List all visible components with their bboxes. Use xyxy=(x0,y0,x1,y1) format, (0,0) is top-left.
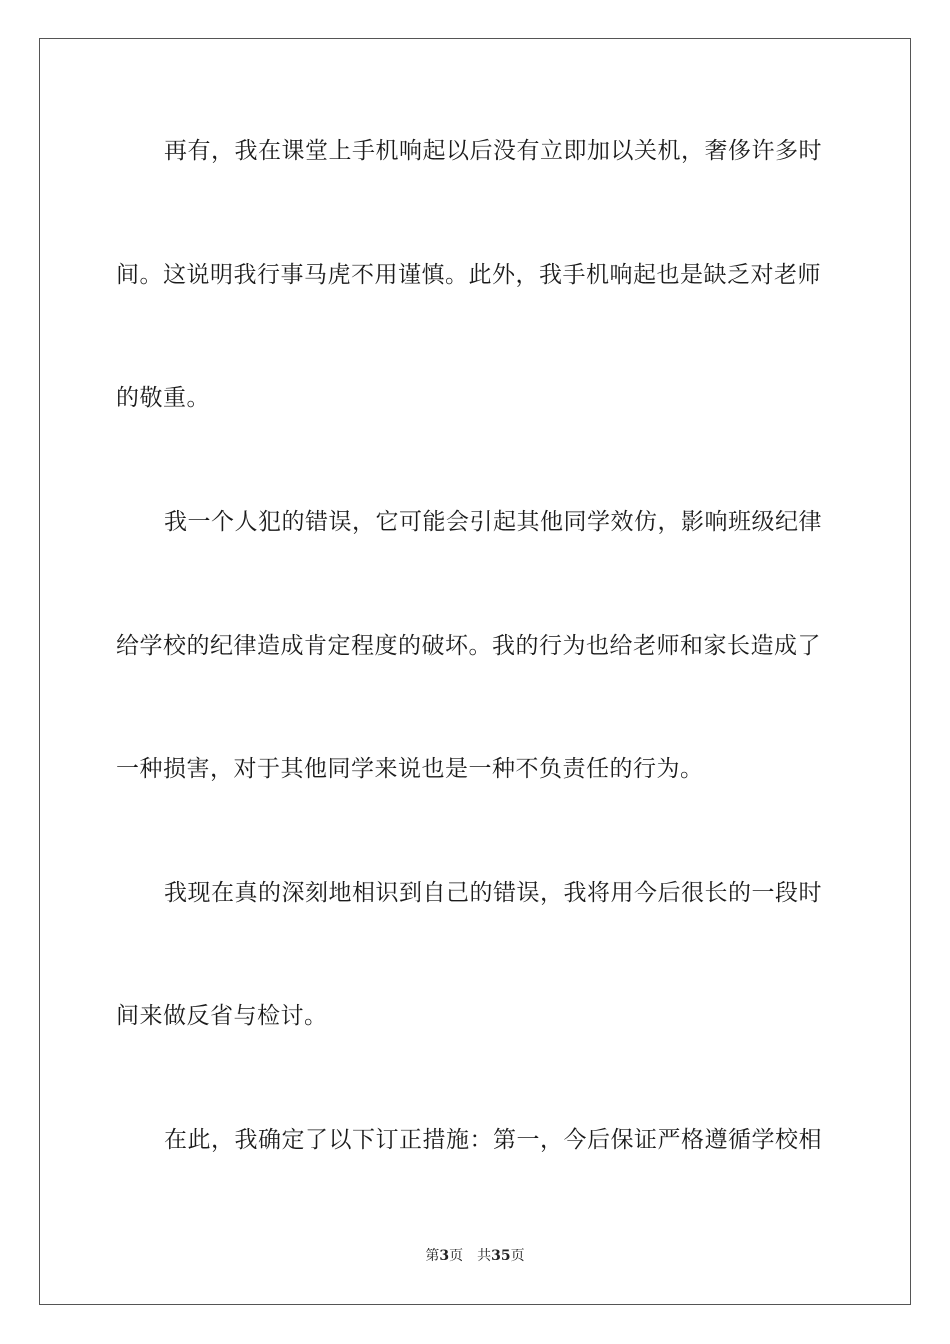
total-prefix: 共 xyxy=(477,1248,492,1264)
paragraph-4-line-1: 在此，我确定了以下订正措施：第一，今后保证严格遵循学校相 xyxy=(164,1127,822,1153)
page-footer xyxy=(0,1246,950,1266)
paragraph-3-line-1: 我现在真的深刻地相识到自己的错误，我将用今后很长的一段时 xyxy=(164,880,822,906)
paragraph-2-line-1: 我一个人犯的错误，它可能会引起其他同学效仿，影响班级纪律 xyxy=(164,509,822,535)
paragraph-3-line-2: 间来做反省与检讨。 xyxy=(116,1003,328,1029)
page-prefix: 第 xyxy=(425,1248,440,1264)
paragraph-1-line-3: 的敬重。 xyxy=(116,385,210,411)
paragraph-2-line-3: 一种损害，对于其他同学来说也是一种不负责任的行为。 xyxy=(116,756,704,782)
page-suffix: 页 xyxy=(449,1248,464,1264)
total-pages: 35 xyxy=(491,1248,511,1264)
page-number: 3 xyxy=(439,1248,450,1264)
total-suffix: 页 xyxy=(510,1248,525,1264)
paragraph-1-line-2: 间。这说明我行事马虎不用谨慎。此外，我手机响起也是缺乏对老师 xyxy=(116,262,821,288)
page-border xyxy=(39,38,911,1305)
paragraph-1-line-1: 再有，我在课堂上手机响起以后没有立即加以关机，奢侈许多时 xyxy=(164,138,822,164)
paragraph-2-line-2: 给学校的纪律造成肯定程度的破坏。我的行为也给老师和家长造成了 xyxy=(116,633,821,659)
